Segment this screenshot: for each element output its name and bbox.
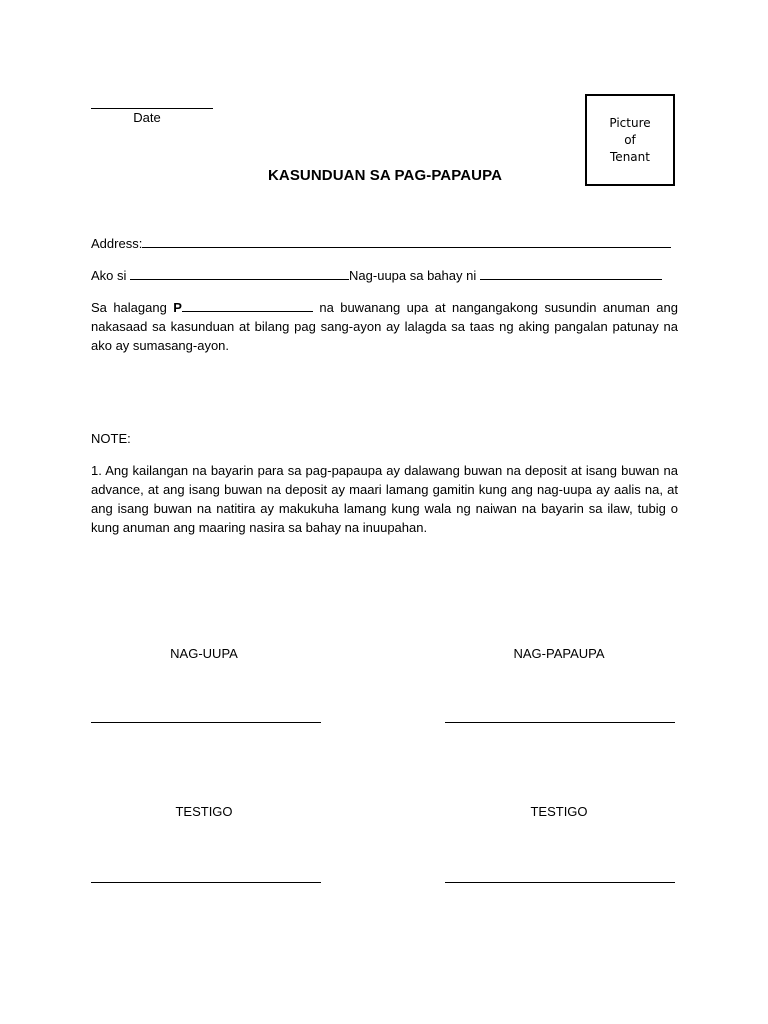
address-blank[interactable] — [142, 235, 671, 248]
tenant-photo-box — [585, 94, 675, 186]
parties-row — [91, 267, 677, 283]
landlord-signature-label: NAG-PAPAUPA — [513, 646, 605, 661]
address-row — [91, 235, 677, 251]
document-title: KASUNDUAN SA PAG-PAPAUPA — [267, 167, 503, 184]
tenant-prefix: Ako si — [91, 268, 127, 283]
witness-2-signature-line[interactable] — [445, 882, 675, 883]
note-label: NOTE: — [91, 431, 131, 446]
amount-blank[interactable] — [182, 299, 313, 312]
witness-1-signature-line[interactable] — [91, 882, 321, 883]
address-label: Address: — [91, 236, 143, 251]
payment-text: na buwanang upa at nangangakong susundin anuman ang nakasaad sa kasunduan at bilang pag sang-ayon ay lalagda sa taas ng aking pangalan patunay na ako ay sumasang-ayon. — [91, 300, 678, 353]
witness-2-label: TESTIGO — [530, 804, 588, 819]
landlord-name-blank[interactable] — [480, 267, 662, 280]
photo-box-line-2: of — [624, 132, 636, 147]
photo-box-line-3: Tenant — [610, 149, 650, 164]
witness-1-label: TESTIGO — [175, 804, 233, 819]
date-line — [91, 108, 213, 109]
payment-prefix: Sa halagang — [91, 300, 167, 315]
tenant-signature-label: NAG-UUPA — [170, 646, 238, 661]
date-label: Date — [133, 110, 161, 125]
landlord-prefix: Nag-uupa sa bahay ni — [349, 268, 477, 283]
currency-symbol: P — [173, 300, 182, 315]
landlord-signature-line[interactable] — [445, 722, 675, 723]
payment-paragraph — [91, 298, 678, 355]
tenant-name-blank[interactable] — [130, 267, 349, 280]
tenant-signature-line[interactable] — [91, 722, 321, 723]
photo-box-line-1: Picture — [609, 115, 651, 130]
note-item-1: 1. Ang kailangan na bayarin para sa pag-papaupa ay dalawang buwan na deposit at isang buwan na advance, at ang isang buwan na deposit ay maari lamang gamitin kung ang nag-uupa ay aalis na, at ang isang buwan na natitira ay makukuha lamang kung wala ng naiwan na bayarin sa ilaw, tubig o kung anuman ang maaring nasira sa bahay na inuupahan. — [91, 463, 678, 535]
